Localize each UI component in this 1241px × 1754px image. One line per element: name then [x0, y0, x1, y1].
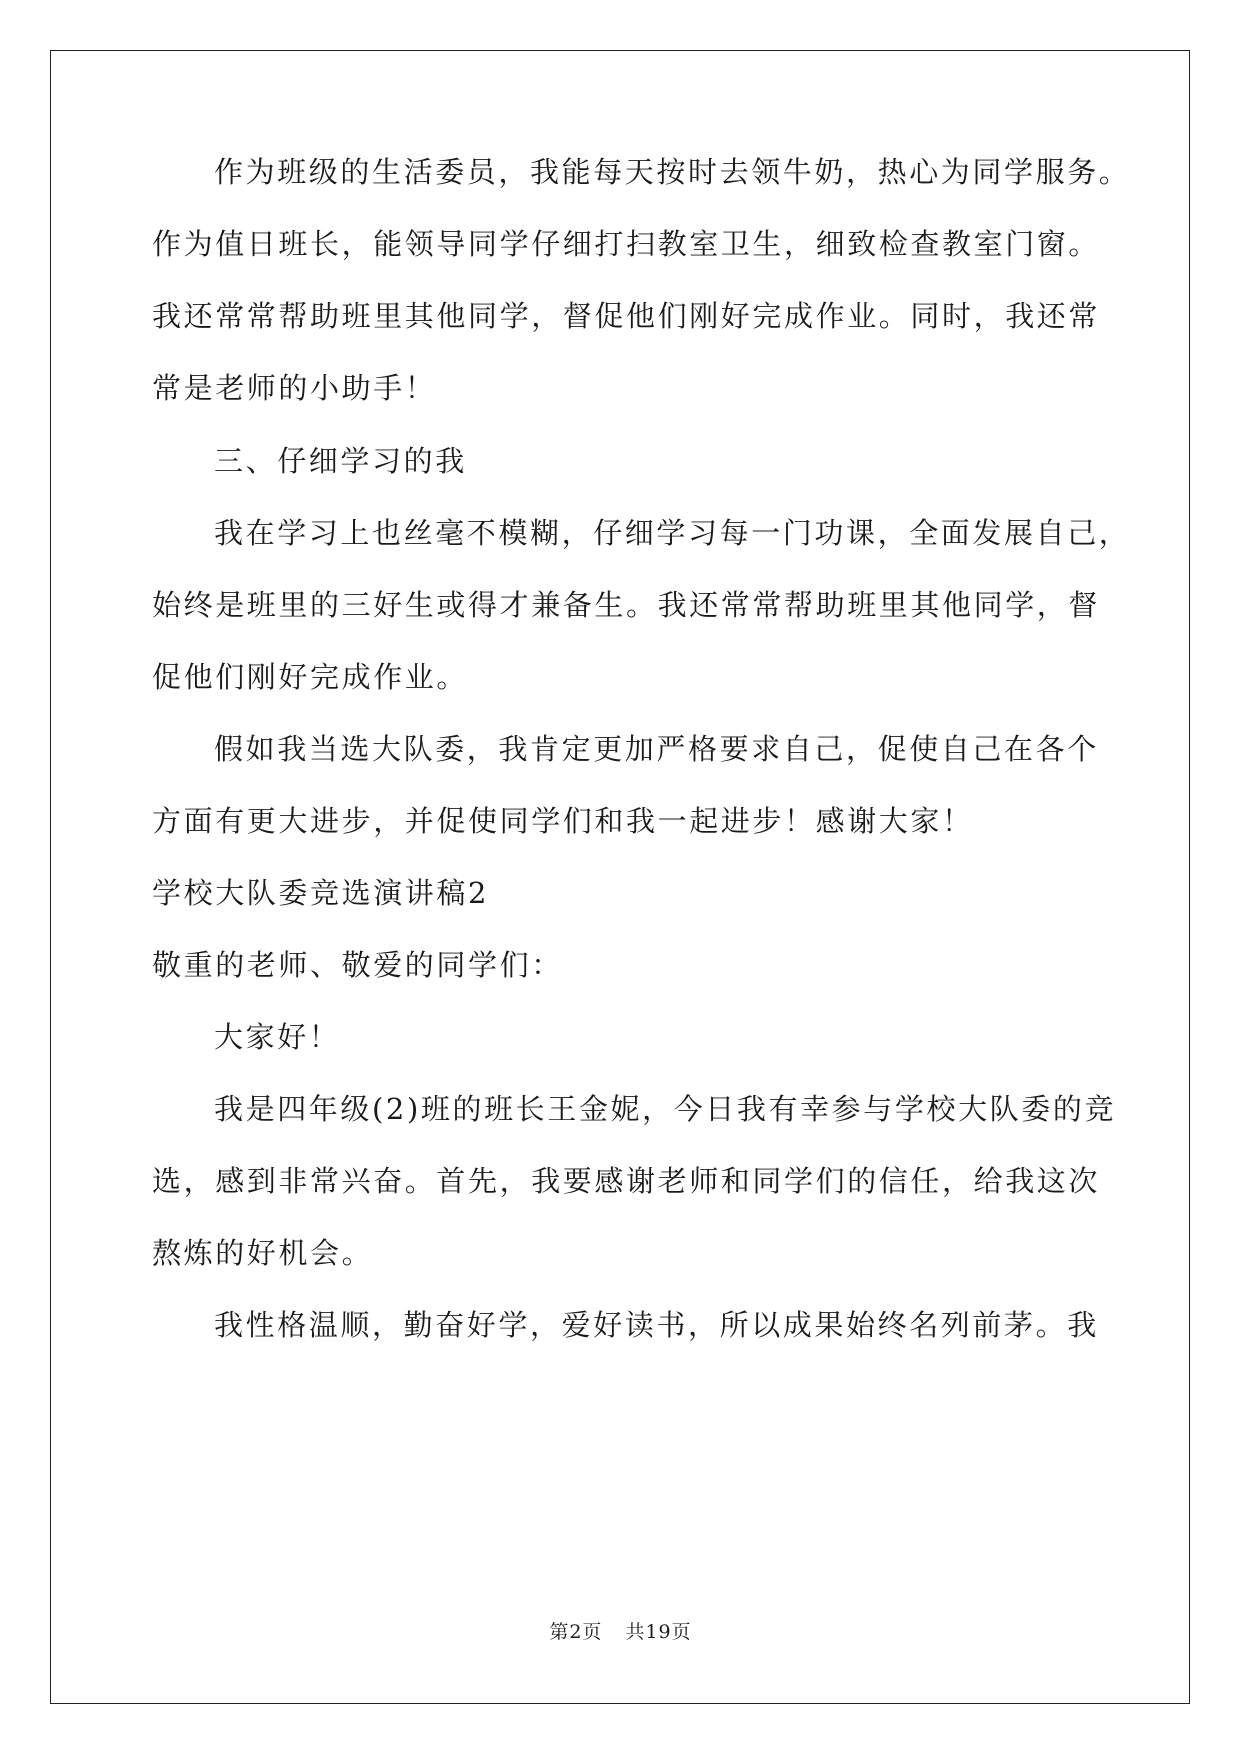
paragraph-line: 我是四年级(2)班的班长王金妮，今日我有幸参与学校大队委的竞 — [214, 1092, 1117, 1126]
paragraph-line: 选，感到非常兴奋。首先，我要感谢老师和同学们的信任，给我这次 — [152, 1164, 1101, 1198]
paragraph-line: 作为班级的生活委员，我能每天按时去领牛奶，热心为同学服务。 — [214, 155, 1131, 189]
page-total: 共19页 — [625, 1621, 692, 1643]
paragraph-line: 方面有更大进步，并促使同学们和我一起进步！感谢大家！ — [152, 804, 974, 838]
paragraph-line: 假如我当选大队委，我肯定更加严格要求自己，促使自己在各个 — [214, 732, 1099, 766]
paragraph-line: 常是老师的小助手！ — [152, 371, 437, 405]
greeting: 大家好！ — [214, 1020, 341, 1054]
paragraph-line: 作为值日班长，能领导同学仔细打扫教室卫生，细致检查教室门窗。 — [152, 227, 1101, 261]
paragraph-line: 我性格温顺，勤奋好学，爱好读书，所以成果始终名列前茅。我 — [214, 1308, 1099, 1342]
document-title: 学校大队委竞选演讲稿2 — [152, 876, 490, 910]
page-footer — [0, 1617, 1241, 1644]
paragraph-line: 我在学习上也丝毫不模糊，仔细学习每一门功课，全面发展自己， — [214, 516, 1131, 550]
paragraph-line: 促他们刚好完成作业。 — [152, 660, 469, 694]
paragraph-line: 始终是班里的三好生或得才兼备生。我还常常帮助班里其他同学，督 — [152, 588, 1101, 622]
paragraph-line: 我还常常帮助班里其他同学，督促他们刚好完成作业。同时，我还常 — [152, 299, 1101, 333]
page-number: 第2页 — [549, 1621, 603, 1643]
paragraph-line: 熬炼的好机会。 — [152, 1236, 374, 1270]
salutation: 敬重的老师、敬爱的同学们： — [152, 948, 563, 982]
section-heading: 三、仔细学习的我 — [214, 444, 467, 478]
